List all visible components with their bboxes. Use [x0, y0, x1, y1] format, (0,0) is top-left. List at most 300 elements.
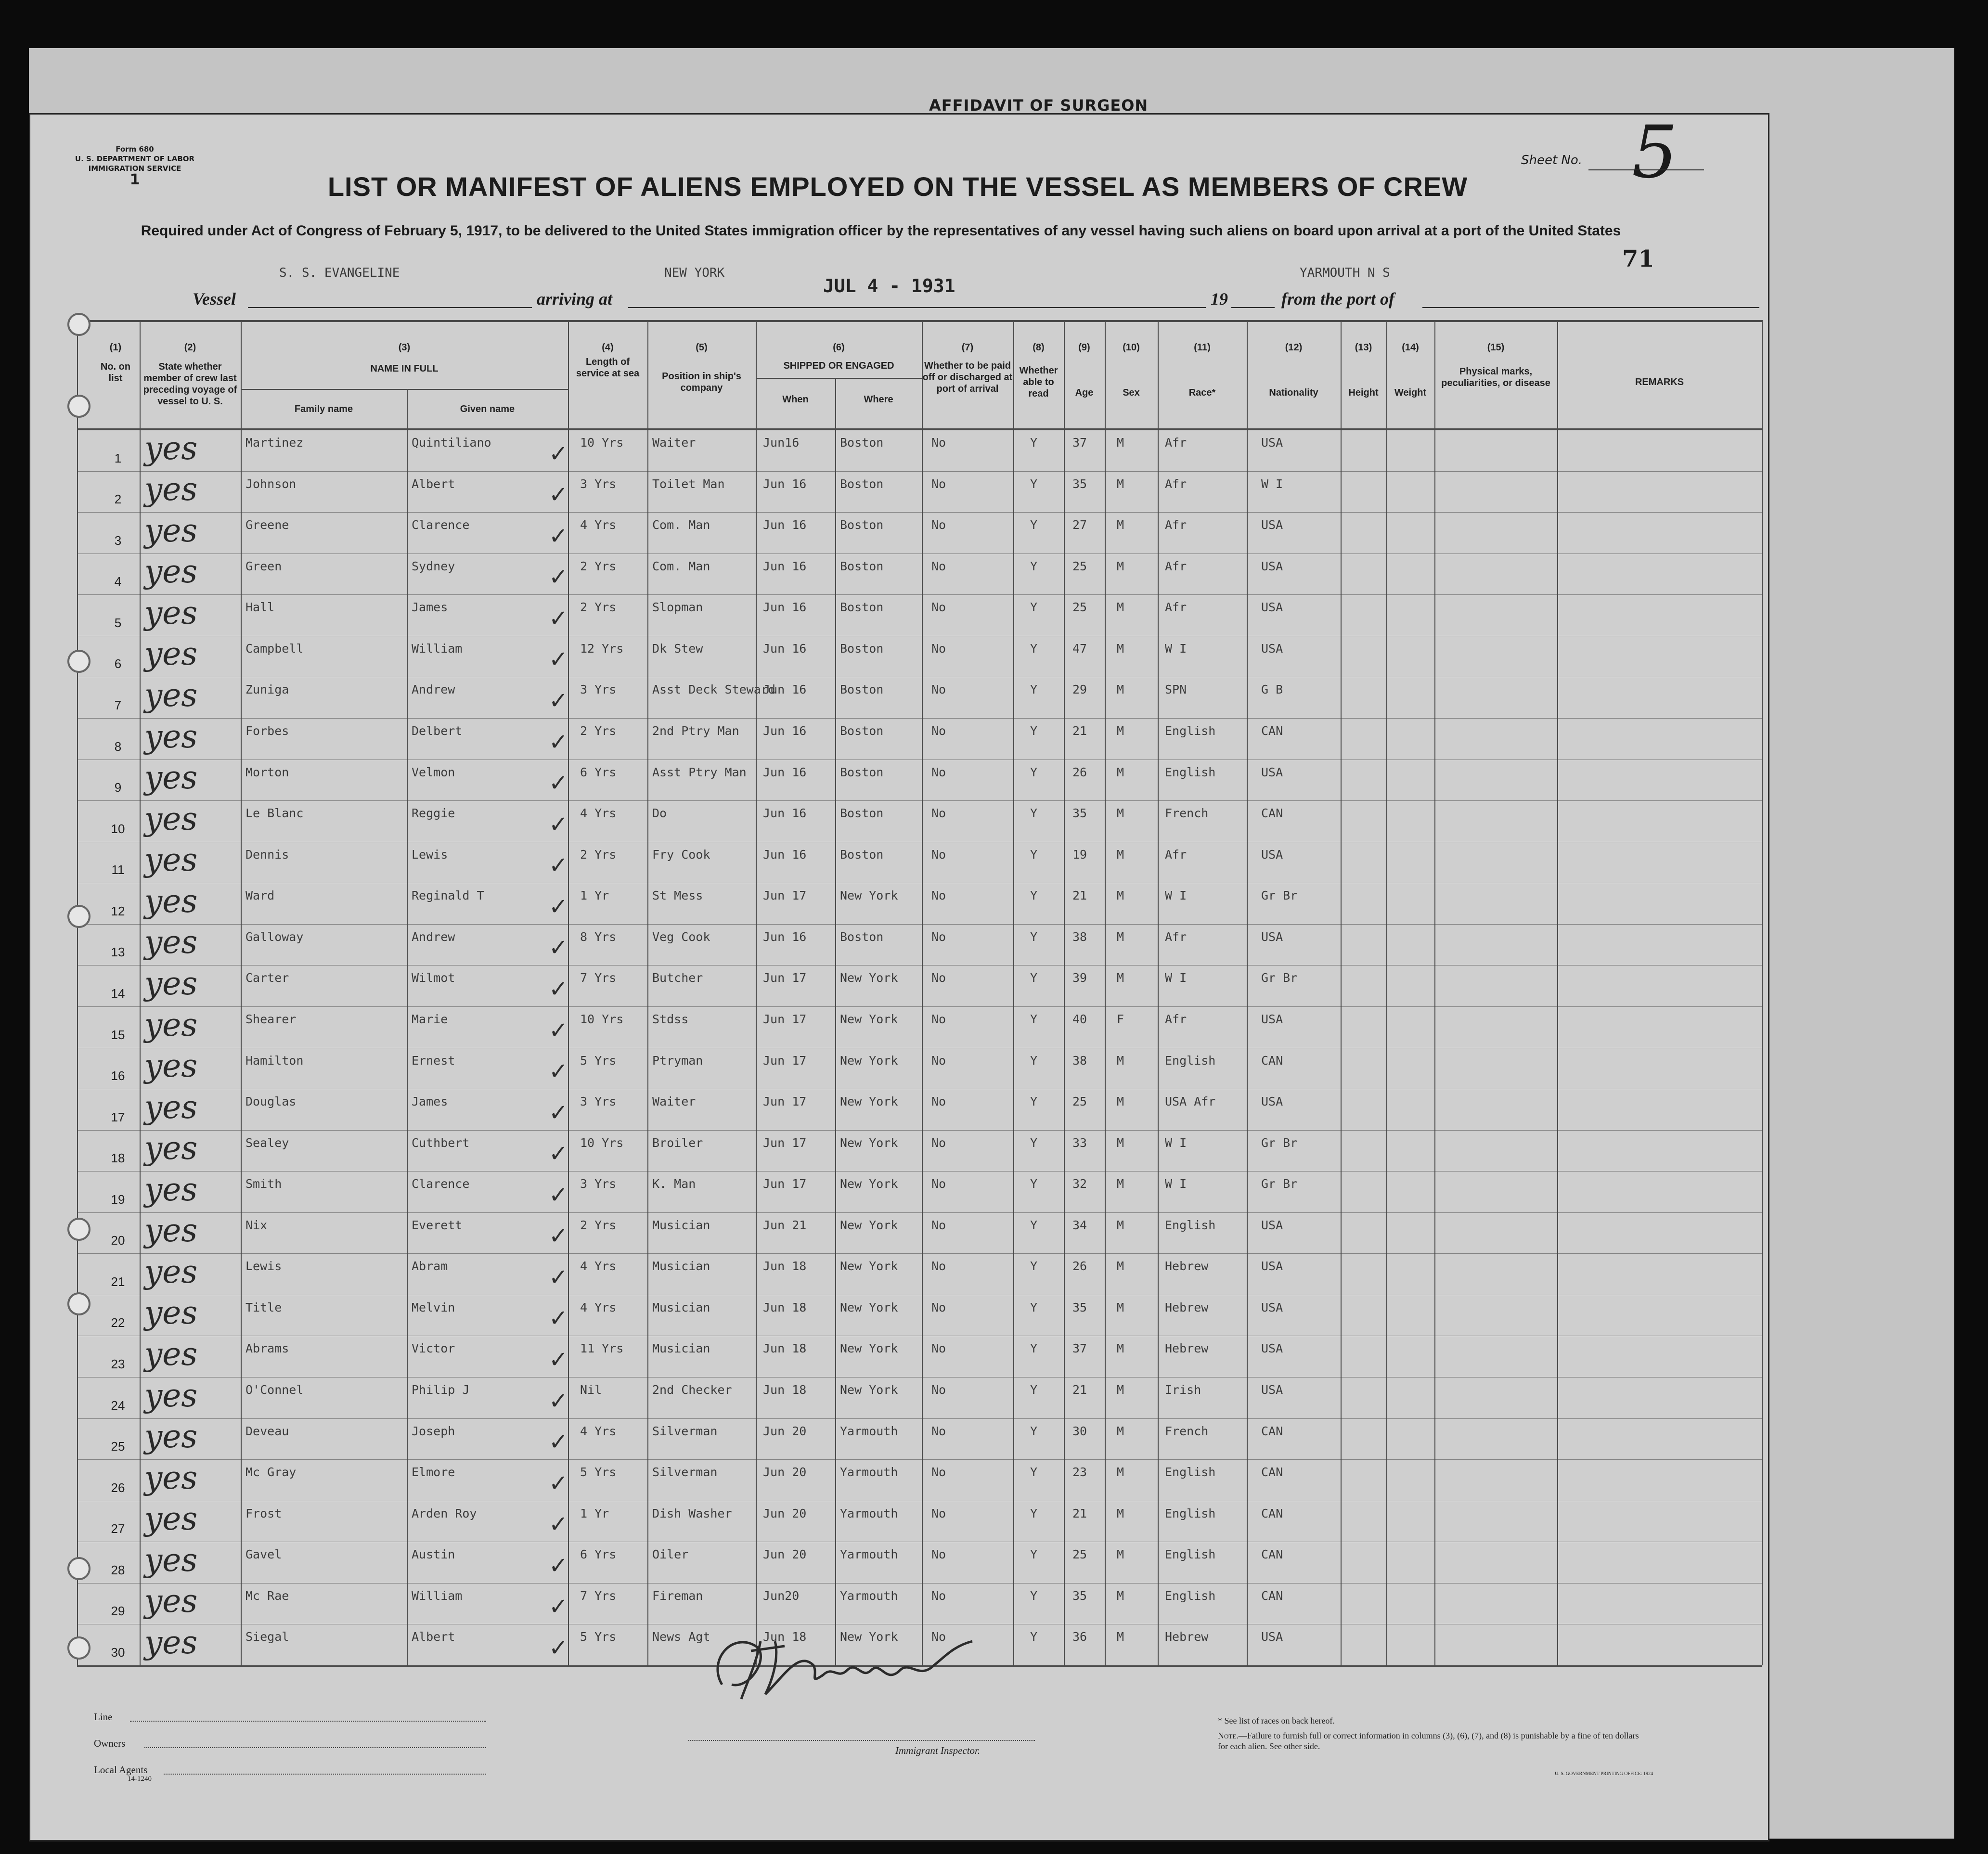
- prev-voyage-yes: yes: [144, 841, 198, 878]
- sex: M: [1117, 1341, 1124, 1355]
- checkmark-icon: ✓: [549, 976, 568, 1003]
- given-name: James: [412, 1094, 448, 1108]
- ship-position: Musician: [652, 1218, 710, 1232]
- nationality: W I: [1261, 477, 1283, 491]
- col-3-number: (3): [398, 342, 411, 353]
- given-name: Elmore: [412, 1465, 455, 1479]
- paid-off: No: [931, 1177, 946, 1191]
- race: Afr: [1165, 930, 1187, 944]
- length-of-service: 10 Yrs: [580, 1012, 624, 1026]
- shipped-where: Boston: [840, 436, 884, 450]
- ship-position: News Agt: [652, 1630, 710, 1644]
- checkmark-icon: ✓: [549, 1017, 568, 1044]
- length-of-service: 4 Yrs: [580, 1259, 617, 1273]
- paid-off: No: [931, 1341, 946, 1355]
- able-to-read: Y: [1030, 806, 1038, 820]
- paid-off: No: [931, 682, 946, 696]
- inspector-signature-line: [688, 1740, 1035, 1741]
- column-divider: [1105, 320, 1106, 1665]
- age: 21: [1072, 888, 1087, 902]
- shipped-when: Jun 17: [763, 1012, 807, 1026]
- sex: M: [1117, 1547, 1124, 1561]
- length-of-service: 5 Yrs: [580, 1054, 617, 1068]
- family-name: Lewis: [245, 1259, 282, 1273]
- able-to-read: Y: [1030, 1506, 1038, 1520]
- penalty-note-text: —Failure to furnish full or correct information in columns (3), (6), (7), and (8) is punishable by a fine of ten dollars for each alien. See other side.: [1218, 1731, 1639, 1751]
- prev-voyage-yes: yes: [144, 594, 198, 631]
- nationality: USA: [1261, 1218, 1283, 1232]
- col-10-number: (10): [1123, 342, 1140, 353]
- vessel-name: S. S. EVANGELINE: [279, 266, 400, 280]
- column-divider: [77, 320, 78, 1665]
- col-15-label: Physical marks, peculiarities, or disease: [1441, 366, 1550, 388]
- col-6-number: (6): [833, 342, 845, 353]
- paid-off: No: [931, 1589, 946, 1603]
- family-name: Sealey: [245, 1136, 289, 1150]
- length-of-service: 8 Yrs: [580, 930, 617, 944]
- sex: M: [1117, 724, 1124, 738]
- able-to-read: Y: [1030, 1218, 1038, 1232]
- row-divider: [77, 594, 1762, 595]
- table-top-border: [77, 320, 1762, 322]
- col-12-number: (12): [1285, 342, 1303, 353]
- column-divider: [407, 389, 408, 1665]
- ship-position: Silverman: [652, 1424, 718, 1438]
- ship-position: Fireman: [652, 1589, 703, 1603]
- name-subheader-line: [241, 389, 568, 390]
- length-of-service: 12 Yrs: [580, 642, 624, 656]
- shipped-where: New York: [840, 1300, 898, 1314]
- checkmark-icon: ✓: [549, 1305, 568, 1332]
- race: English: [1165, 1465, 1216, 1479]
- local-agents-label: Local Agents: [94, 1764, 148, 1776]
- from-port-underline-2: [1422, 307, 1759, 308]
- where-subheader: Where: [864, 394, 893, 405]
- nationality: CAN: [1261, 1547, 1283, 1561]
- prev-voyage-yes: yes: [144, 512, 198, 549]
- length-of-service: 2 Yrs: [580, 600, 617, 614]
- row-number: 28: [111, 1563, 125, 1577]
- page-subtitle: Required under Act of Congress of February 5, 1917, to be delivered to the United States immigration officer by the representatives of any vessel having such aliens on board upon arrival at a port of the United States: [141, 223, 1621, 239]
- paid-off: No: [931, 1094, 946, 1108]
- age: 35: [1072, 1589, 1087, 1603]
- able-to-read: Y: [1030, 436, 1038, 450]
- inspector-label: Immigrant Inspector.: [895, 1745, 981, 1756]
- row-number: 3: [114, 533, 122, 548]
- prev-voyage-yes: yes: [144, 677, 198, 714]
- given-name: Andrew: [412, 930, 455, 944]
- able-to-read: Y: [1030, 1136, 1038, 1150]
- sex: M: [1117, 518, 1124, 532]
- paid-off: No: [931, 724, 946, 738]
- nationality: USA: [1261, 848, 1283, 862]
- age: 21: [1072, 1383, 1087, 1397]
- given-name-subheader: Given name: [460, 404, 515, 414]
- nationality: USA: [1261, 1341, 1283, 1355]
- col-14-label: Weight: [1394, 387, 1427, 398]
- sheet-number-value: 5: [1632, 111, 1678, 194]
- race: Irish: [1165, 1383, 1201, 1397]
- family-name: Shearer: [245, 1012, 297, 1026]
- able-to-read: Y: [1030, 724, 1038, 738]
- sheet-number-label: Sheet No.: [1521, 153, 1583, 167]
- row-divider: [77, 924, 1762, 925]
- row-number: 19: [111, 1192, 125, 1207]
- nationality: CAN: [1261, 724, 1283, 738]
- row-number: 21: [111, 1275, 125, 1289]
- shipped-where: Boston: [840, 559, 884, 573]
- age: 37: [1072, 436, 1087, 450]
- age: 37: [1072, 1341, 1087, 1355]
- age: 25: [1072, 559, 1087, 573]
- shipped-where: New York: [840, 1630, 898, 1644]
- col-5-header: [647, 342, 756, 394]
- shipped-when: Jun 17: [763, 1177, 807, 1191]
- able-to-read: Y: [1030, 477, 1038, 491]
- shipped-where: New York: [840, 1177, 898, 1191]
- column-divider: [1434, 320, 1435, 1665]
- row-number: 20: [111, 1233, 125, 1248]
- shipped-where: New York: [840, 971, 898, 985]
- able-to-read: Y: [1030, 971, 1038, 985]
- given-name: Albert: [412, 1630, 455, 1644]
- able-to-read: Y: [1030, 559, 1038, 573]
- row-number: 13: [111, 945, 125, 959]
- age: 35: [1072, 477, 1087, 491]
- age: 25: [1072, 600, 1087, 614]
- paid-off: No: [931, 1259, 946, 1273]
- age: 23: [1072, 1465, 1087, 1479]
- given-name: Reginald T: [412, 888, 484, 902]
- column-divider: [241, 320, 242, 1665]
- paid-off: No: [931, 1465, 946, 1479]
- sex: M: [1117, 1465, 1124, 1479]
- ship-position: St Mess: [652, 888, 703, 902]
- row-divider: [77, 1377, 1762, 1378]
- ship-position: Dk Stew: [652, 642, 703, 656]
- ship-position: Musician: [652, 1259, 710, 1273]
- col-11-number: (11): [1194, 342, 1211, 353]
- race: W I: [1165, 642, 1187, 656]
- race: Hebrew: [1165, 1259, 1209, 1273]
- age: 19: [1072, 848, 1087, 862]
- binder-hole: [67, 313, 90, 336]
- service-name: IMMIGRATION SERVICE: [88, 164, 181, 173]
- paid-off: No: [931, 1424, 946, 1438]
- shipped-where: Boston: [840, 806, 884, 820]
- col-8-number: (8): [1033, 342, 1045, 353]
- checkmark-icon: ✓: [549, 481, 568, 508]
- row-divider: [77, 1212, 1762, 1213]
- nationality: USA: [1261, 1259, 1283, 1273]
- checkmark-icon: ✓: [549, 1593, 568, 1620]
- col-7-header: [922, 342, 1013, 395]
- from-port-label: from the port of: [1281, 289, 1395, 309]
- shipped-where: Yarmouth: [840, 1465, 898, 1479]
- length-of-service: 4 Yrs: [580, 1300, 617, 1314]
- row-number: 24: [111, 1398, 125, 1413]
- able-to-read: Y: [1030, 1177, 1038, 1191]
- age: 25: [1072, 1547, 1087, 1561]
- row-number: 14: [111, 986, 125, 1001]
- sex: M: [1117, 600, 1124, 614]
- nationality: USA: [1261, 1012, 1283, 1026]
- row-number: 22: [111, 1315, 125, 1330]
- family-name: Campbell: [245, 642, 304, 656]
- checkmark-icon: ✓: [549, 893, 568, 920]
- prev-voyage-yes: yes: [144, 965, 198, 1002]
- shipped-when: Jun 20: [763, 1424, 807, 1438]
- footer-form-code: 14-1240: [128, 1775, 152, 1783]
- shipped-when: Jun 16: [763, 477, 807, 491]
- ship-position: Butcher: [652, 971, 703, 985]
- arrival-date-stamp: JUL 4 - 1931: [823, 275, 955, 296]
- column-divider: [647, 320, 648, 1665]
- prev-voyage-yes: yes: [144, 1006, 198, 1043]
- prev-voyage-yes: yes: [144, 1253, 198, 1290]
- ship-position: Oiler: [652, 1547, 689, 1561]
- row-divider: [77, 1583, 1762, 1584]
- sex: M: [1117, 682, 1124, 696]
- shipped-when: Jun 20: [763, 1547, 807, 1561]
- prev-voyage-yes: yes: [144, 1130, 198, 1167]
- able-to-read: Y: [1030, 1630, 1038, 1644]
- ship-position: Toilet Man: [652, 477, 725, 491]
- nationality: CAN: [1261, 1589, 1283, 1603]
- length-of-service: 3 Yrs: [580, 682, 617, 696]
- ship-position: K. Man: [652, 1177, 696, 1191]
- sex: M: [1117, 1383, 1124, 1397]
- col-1-label: No. on list: [100, 361, 131, 384]
- race: Afr: [1165, 518, 1187, 532]
- row-divider: [77, 471, 1762, 472]
- paid-off: No: [931, 1136, 946, 1150]
- shipped-where: Yarmouth: [840, 1589, 898, 1603]
- paid-off: No: [931, 1383, 946, 1397]
- col-9-header: [1064, 342, 1105, 399]
- race: Afr: [1165, 436, 1187, 450]
- prev-voyage-yes: yes: [144, 1583, 198, 1620]
- col-8-label: Whether able to read: [1019, 365, 1058, 399]
- row-divider: [77, 1171, 1762, 1172]
- able-to-read: Y: [1030, 600, 1038, 614]
- ship-position: 2nd Checker: [652, 1383, 732, 1397]
- checkmark-icon: ✓: [549, 1635, 568, 1661]
- shipped-when: Jun 16: [763, 724, 807, 738]
- line-field: [130, 1721, 486, 1722]
- row-divider: [77, 1006, 1762, 1007]
- nationality: CAN: [1261, 1465, 1283, 1479]
- shipped-where: New York: [840, 1012, 898, 1026]
- paid-off: No: [931, 559, 946, 573]
- shipped-when: Jun 16: [763, 682, 807, 696]
- row-number: 8: [114, 739, 122, 754]
- column-divider: [1013, 320, 1014, 1665]
- shipped-when: Jun 16: [763, 642, 807, 656]
- nationality: USA: [1261, 436, 1283, 450]
- race: English: [1165, 1506, 1216, 1520]
- shipped-where: Boston: [840, 600, 884, 614]
- col-5-label: Position in ship's company: [662, 371, 741, 393]
- given-name: Everett: [412, 1218, 463, 1232]
- family-name: Morton: [245, 765, 289, 779]
- vessel-underline: [248, 307, 532, 308]
- age: 40: [1072, 1012, 1087, 1026]
- given-name: Marie: [412, 1012, 448, 1026]
- length-of-service: 1 Yr: [580, 888, 609, 902]
- shipped-where: New York: [840, 1341, 898, 1355]
- race: W I: [1165, 1136, 1187, 1150]
- sex: M: [1117, 1424, 1124, 1438]
- col-12-header: [1247, 342, 1341, 399]
- shipped-when: Jun 17: [763, 1136, 807, 1150]
- paid-off: No: [931, 600, 946, 614]
- col-4-header: [568, 342, 647, 379]
- prev-voyage-yes: yes: [144, 471, 198, 508]
- year-label: 19: [1211, 289, 1228, 309]
- checkmark-icon: ✓: [549, 811, 568, 838]
- header-bottom-border: [77, 428, 1762, 430]
- length-of-service: 7 Yrs: [580, 971, 617, 985]
- nationality: Gr Br: [1261, 971, 1298, 985]
- shipped-where: New York: [840, 1259, 898, 1273]
- col-2-header: [140, 342, 241, 407]
- row-number: 1: [114, 451, 122, 465]
- shipped-when: Jun16: [763, 436, 800, 450]
- shipped-where: New York: [840, 888, 898, 902]
- sex: M: [1117, 1589, 1124, 1603]
- paid-off: No: [931, 436, 946, 450]
- given-name: Melvin: [412, 1300, 455, 1314]
- col-4-label: Length of service at sea: [576, 357, 640, 379]
- family-name: Le Blanc: [245, 806, 304, 820]
- able-to-read: Y: [1030, 1259, 1038, 1273]
- arriving-label: arriving at: [537, 289, 613, 309]
- age: 26: [1072, 1259, 1087, 1273]
- race: Afr: [1165, 477, 1187, 491]
- family-name: Forbes: [245, 724, 289, 738]
- shipped-subheader-line: [756, 378, 922, 379]
- family-name: Dennis: [245, 848, 289, 862]
- able-to-read: Y: [1030, 518, 1038, 532]
- ship-position: Com. Man: [652, 559, 710, 573]
- shipped-when: Jun 17: [763, 1094, 807, 1108]
- col-9-label: Age: [1075, 387, 1094, 398]
- given-name: Lewis: [412, 848, 448, 862]
- checkmark-icon: ✓: [549, 1182, 568, 1209]
- ship-position: Slopman: [652, 600, 703, 614]
- paid-off: No: [931, 765, 946, 779]
- row-divider: [77, 1130, 1762, 1131]
- given-name: Delbert: [412, 724, 463, 738]
- shipped-when: Jun 16: [763, 518, 807, 532]
- able-to-read: Y: [1030, 682, 1038, 696]
- line-label: Line: [94, 1711, 113, 1723]
- race: English: [1165, 1589, 1216, 1603]
- given-name: James: [412, 600, 448, 614]
- nationality: USA: [1261, 600, 1283, 614]
- length-of-service: 6 Yrs: [580, 765, 617, 779]
- owners-field: [144, 1747, 486, 1748]
- when-subheader: When: [782, 394, 809, 405]
- ship-position: Veg Cook: [652, 930, 710, 944]
- able-to-read: Y: [1030, 1383, 1038, 1397]
- age: 38: [1072, 930, 1087, 944]
- race: English: [1165, 724, 1216, 738]
- col-1-number: (1): [109, 342, 122, 353]
- length-of-service: 5 Yrs: [580, 1630, 617, 1644]
- ship-position: Com. Man: [652, 518, 710, 532]
- ship-position: Silverman: [652, 1465, 718, 1479]
- given-name: Sydney: [412, 559, 455, 573]
- nationality: USA: [1261, 518, 1283, 532]
- race: Hebrew: [1165, 1300, 1209, 1314]
- given-name: Austin: [412, 1547, 455, 1561]
- sex: M: [1117, 436, 1124, 450]
- nationality: G B: [1261, 682, 1283, 696]
- ship-position: Ptryman: [652, 1054, 703, 1068]
- family-name: Johnson: [245, 477, 297, 491]
- binder-hole: [67, 395, 90, 418]
- shipped-where: Yarmouth: [840, 1547, 898, 1561]
- inspector-signature: [703, 1612, 1011, 1709]
- given-name: Wilmot: [412, 971, 455, 985]
- family-name: Martinez: [245, 436, 304, 450]
- able-to-read: Y: [1030, 1547, 1038, 1561]
- paid-off: No: [931, 1630, 946, 1644]
- local-agents-field: [164, 1774, 486, 1775]
- able-to-read: Y: [1030, 1589, 1038, 1603]
- shipped-when: Jun 20: [763, 1506, 807, 1520]
- family-name: Zuniga: [245, 682, 289, 696]
- row-divider: [77, 1253, 1762, 1254]
- length-of-service: 4 Yrs: [580, 1424, 617, 1438]
- checkmark-icon: ✓: [549, 770, 568, 797]
- length-of-service: 10 Yrs: [580, 436, 624, 450]
- family-name: Mc Gray: [245, 1465, 297, 1479]
- length-of-service: 2 Yrs: [580, 848, 617, 862]
- paid-off: No: [931, 1012, 946, 1026]
- shipped-where: Boston: [840, 930, 884, 944]
- age: 38: [1072, 1054, 1087, 1068]
- length-of-service: 10 Yrs: [580, 1136, 624, 1150]
- prev-voyage-yes: yes: [144, 883, 198, 920]
- race: Hebrew: [1165, 1630, 1209, 1644]
- length-of-service: 11 Yrs: [580, 1341, 624, 1355]
- row-number: 23: [111, 1357, 125, 1371]
- column-divider: [1762, 320, 1763, 1665]
- prev-voyage-yes: yes: [144, 1418, 198, 1455]
- ship-position: Waiter: [652, 1094, 696, 1108]
- nationality: Gr Br: [1261, 1177, 1298, 1191]
- ship-position: 2nd Ptry Man: [652, 724, 739, 738]
- row-number: 16: [111, 1069, 125, 1083]
- family-name: Nix: [245, 1218, 268, 1232]
- shipped-when: Jun 20: [763, 1465, 807, 1479]
- length-of-service: 5 Yrs: [580, 1465, 617, 1479]
- race: English: [1165, 1054, 1216, 1068]
- col-9-number: (9): [1078, 342, 1090, 353]
- row-number: 10: [111, 822, 125, 836]
- prev-voyage-yes: yes: [144, 718, 198, 755]
- shipped-where: Boston: [840, 848, 884, 862]
- row-divider: [77, 965, 1762, 966]
- column-divider: [568, 320, 569, 1665]
- race: French: [1165, 806, 1209, 820]
- paid-off: No: [931, 1218, 946, 1232]
- paid-off: No: [931, 888, 946, 902]
- nationality: USA: [1261, 559, 1283, 573]
